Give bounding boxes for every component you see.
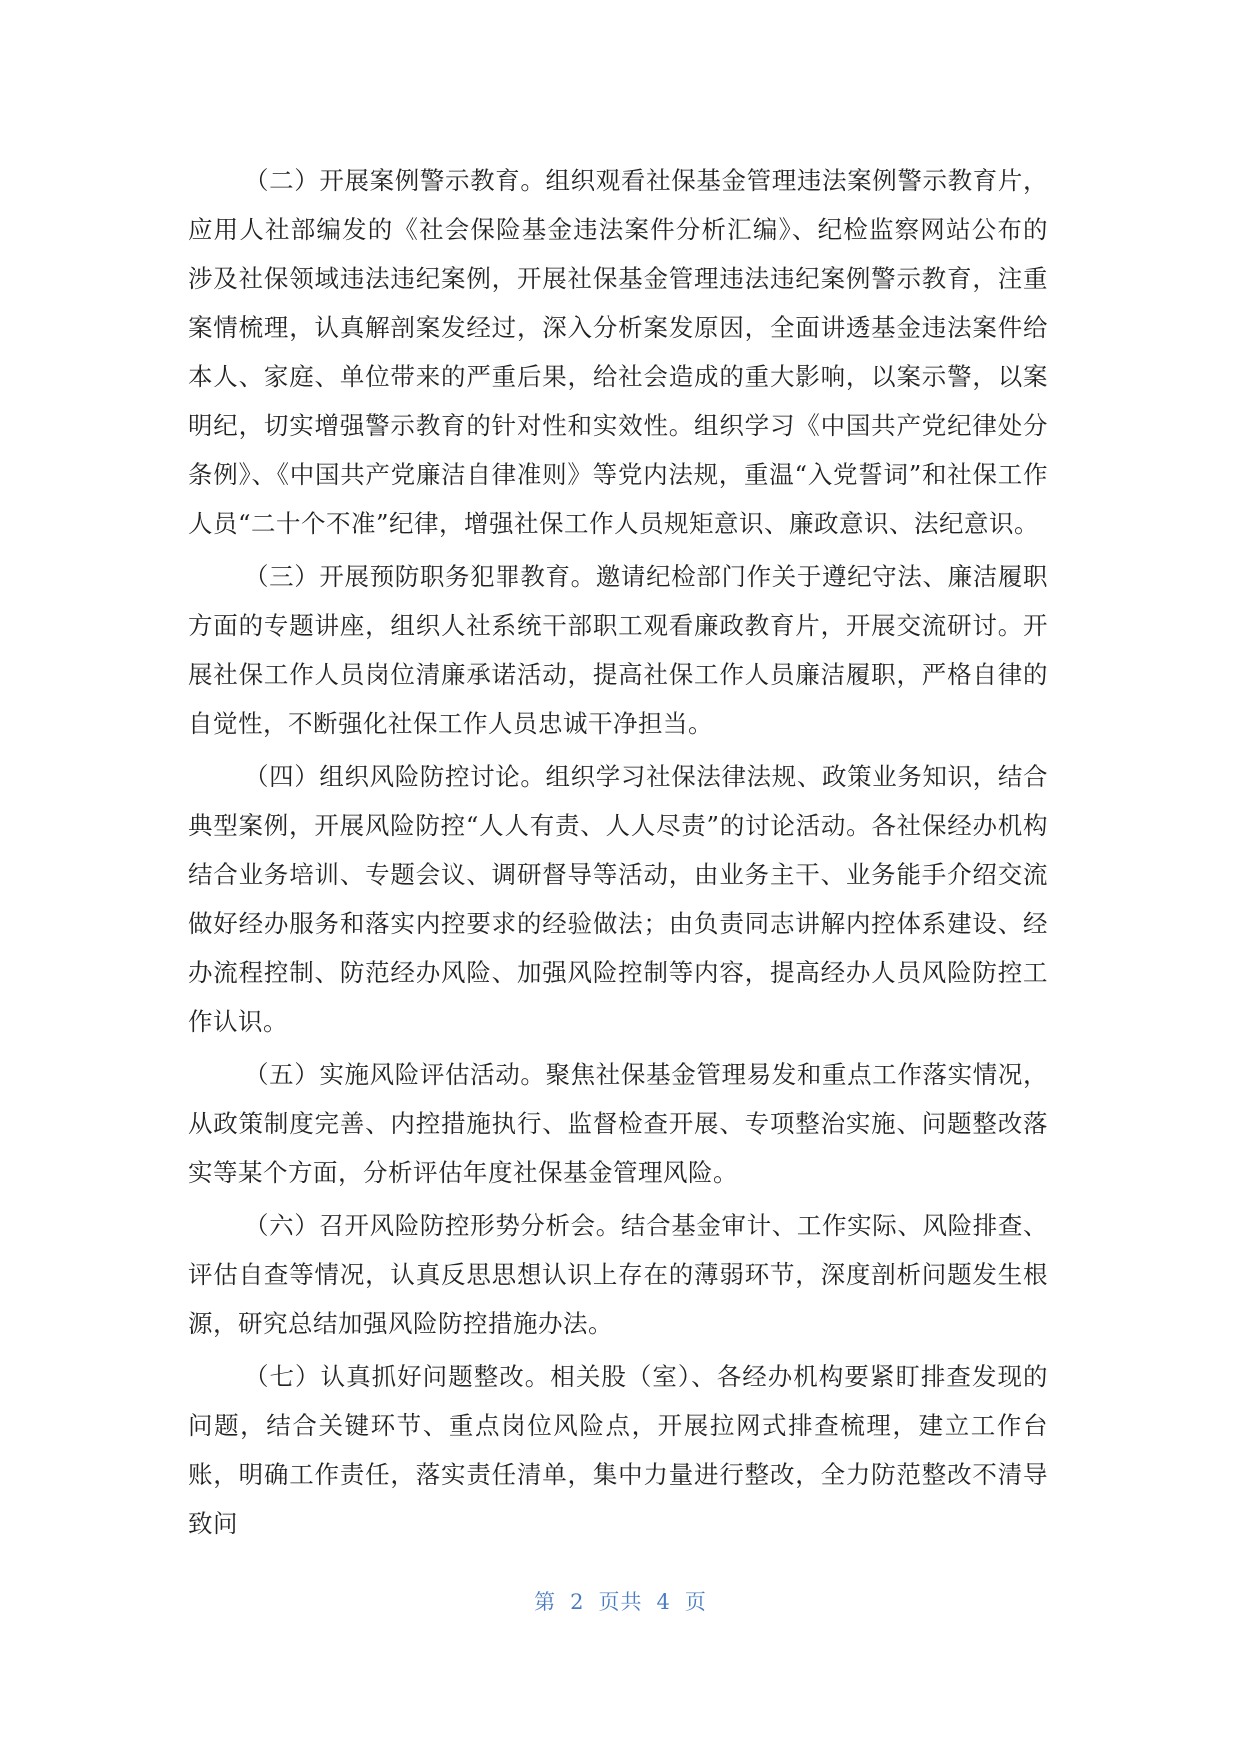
paragraph-case-warning-education: （二）开展案例警示教育。组织观看社保基金管理违法案例警示教育片，应用人社部编发的《社会保险基金违法案件分析汇编》、纪检监察网站公布的涉及社保领域违法违纪案例，开展社保基金管理违法违纪案例警示教育，注重案情梳理，认真解剖案发经过，深入分析案发原因，全面讲透基金违法案件给本人、家庭、单位带来的严重后果，给社会造成的重大影响，以案示警，以案明纪，切实增强警示教育的针对性和实效性。组织学习《中国共产党纪律处分条例》、《中国共产党廉洁自律准则》等党内法规，重温“入党誓词”和社保工作人员“二十个不准”纪律，增强社保工作人员规矩意识、廉政意识、法纪意识。 [188, 166, 1048, 538]
footer-suffix: 页 [684, 1590, 707, 1614]
paragraph-crime-prevention-education: （三）开展预防职务犯罪教育。邀请纪检部门作关于遵纪守法、廉洁履职方面的专题讲座，组织人社系统干部职工观看廉政教育片，开展交流研讨。开展社保工作人员岗位清廉承诺活动，提高社保工作人员廉洁履职，严格自律的自觉性，不断强化社保工作人员忠诚干净担当。 [188, 562, 1048, 738]
footer-current-page: 2 [570, 1590, 585, 1614]
footer-total-pages: 4 [656, 1590, 671, 1614]
paragraph-risk-assessment: （五）实施风险评估活动。聚焦社保基金管理易发和重点工作落实情况，从政策制度完善、内控措施执行、监督检查开展、专项整治实施、问题整改落实等某个方面，分析评估年度社保基金管理风险。 [188, 1060, 1048, 1187]
footer-prefix: 第 [534, 1590, 557, 1614]
paragraph-risk-analysis-meeting: （六）召开风险防控形势分析会。结合基金审计、工作实际、风险排查、评估自查等情况，认真反思思想认识上存在的薄弱环节，深度剖析问题发生根源，研究总结加强风险防控措施办法。 [188, 1211, 1048, 1338]
paragraph-problem-rectification: （七）认真抓好问题整改。相关股（室）、各经办机构要紧盯排查发现的问题，结合关键环节、重点岗位风险点，开展拉网式排查梳理，建立工作台账，明确工作责任，落实责任清单，集中力量进行整改，全力防范整改不清导致问 [188, 1362, 1048, 1538]
footer-middle: 页共 [598, 1590, 643, 1614]
document-body [188, 156, 1048, 1552]
page-footer [0, 1586, 1241, 1616]
paragraph-risk-control-discussion: （四）组织风险防控讨论。组织学习社保法律法规、政策业务知识，结合典型案例，开展风险防控“人人有责、人人尽责”的讨论活动。各社保经办机构结合业务培训、专题会议、调研督导等活动，由业务主干、业务能手介绍交流做好经办服务和落实内控要求的经验做法；由负责同志讲解内控体系建设、经办流程控制、防范经办风险、加强风险控制等内容，提高经办人员风险防控工作认识。 [188, 762, 1048, 1036]
